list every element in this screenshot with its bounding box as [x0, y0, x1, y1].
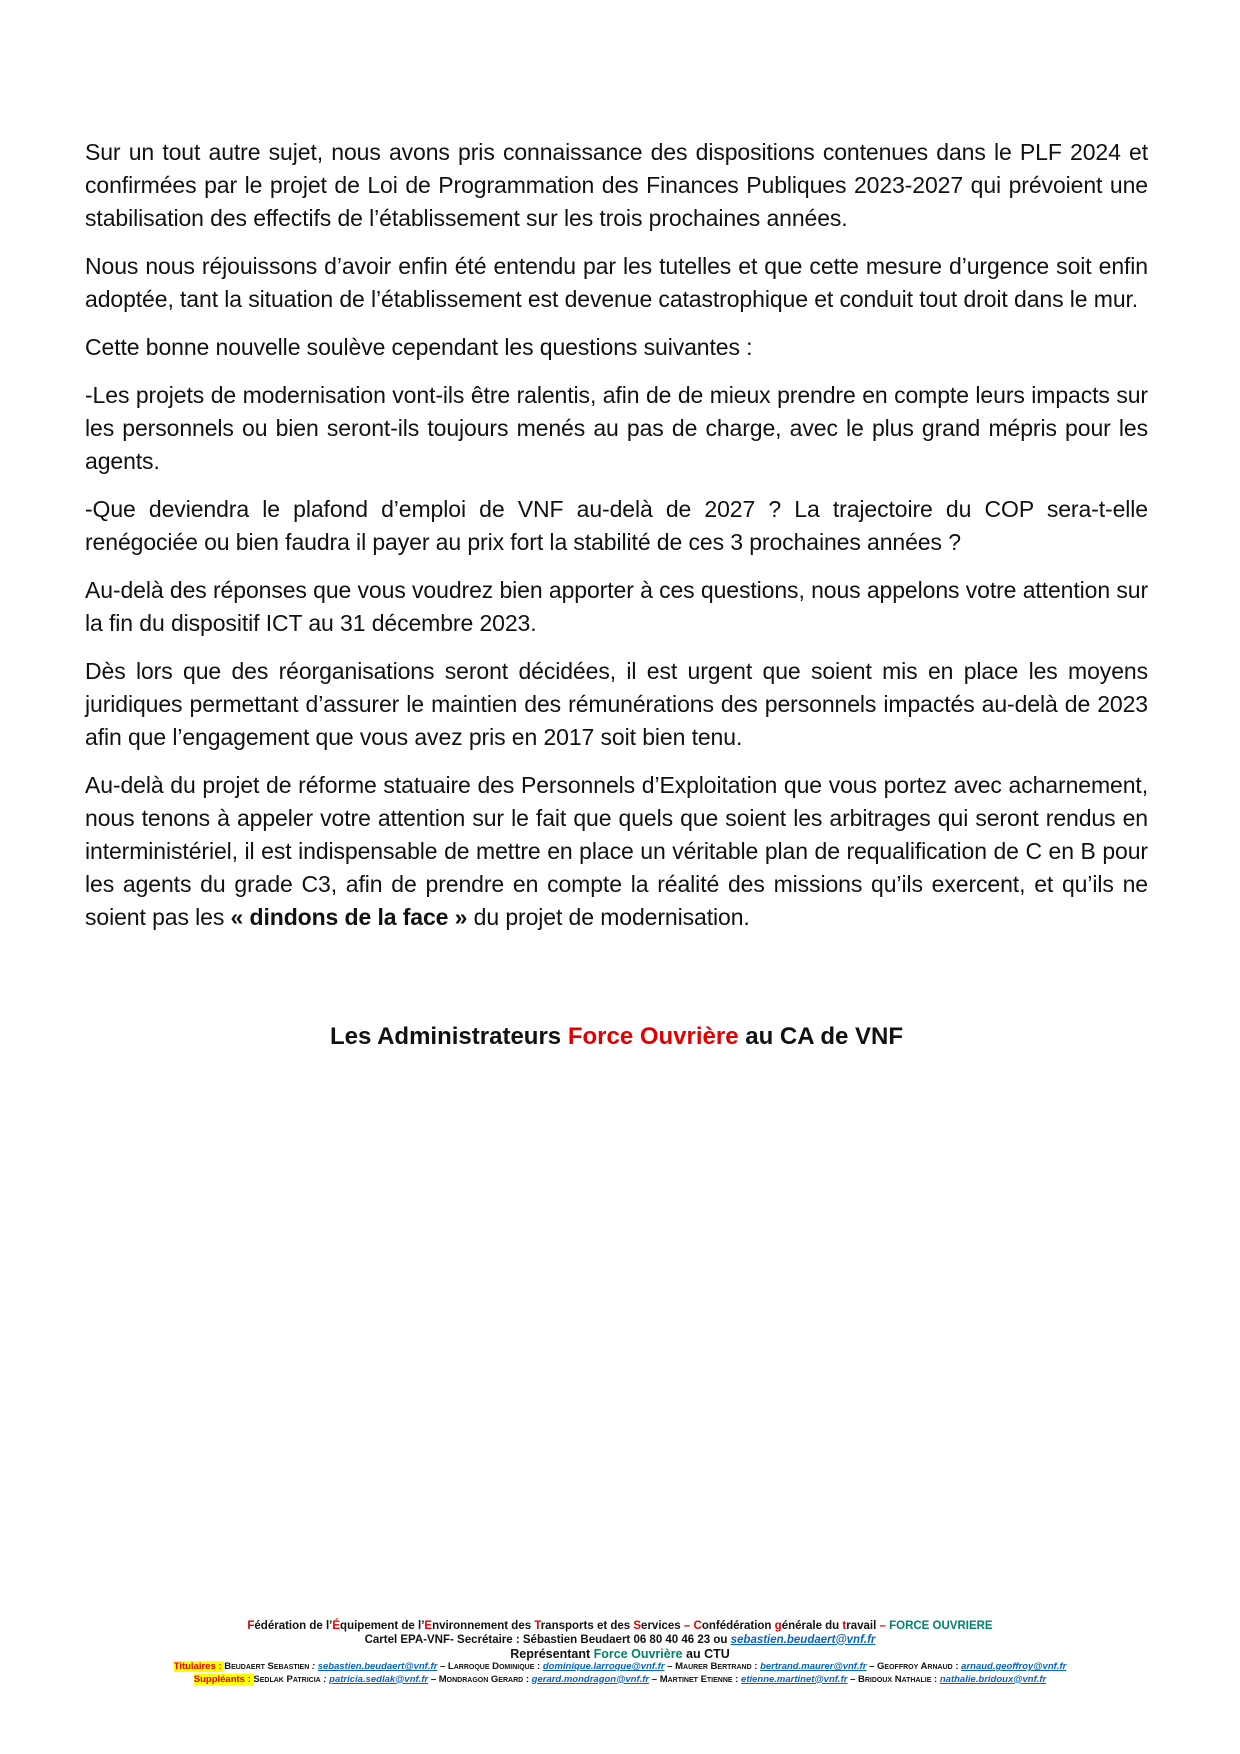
text-segment: :	[732, 1673, 742, 1685]
text-segment: :	[534, 1661, 543, 1672]
text-segment: Larroque Dominique	[447, 1661, 535, 1672]
text-segment: Cartel EPA-VNF- Secrétaire : Sébastien Beudaert 06 80 40 46 23 ou	[364, 1633, 731, 1646]
text-segment: –	[437, 1661, 448, 1672]
email-link[interactable]: sebastien.beudaert@vnf.fr	[317, 1661, 438, 1672]
text-segment: -Les projets de modernisation vont-ils être ralentis, afin de de mieux prendre en compte leurs impacts sur les personnels ou bien seront-ils toujours menés au pas de charge, avec le plus grand mépris pour les agents.	[85, 382, 1148, 474]
text-segment: Martinet Etienne	[659, 1673, 733, 1685]
text-segment: Force Ouvrière	[567, 1023, 739, 1050]
footer-line-representant	[0, 1647, 1240, 1661]
text-segment: Titulaires :	[173, 1661, 225, 1672]
email-link[interactable]: dominique.larroque@vnf.fr	[542, 1661, 665, 1672]
text-segment: g	[774, 1620, 782, 1632]
paragraph	[85, 136, 1148, 235]
text-segment: :	[320, 1673, 330, 1685]
paragraph	[85, 331, 1148, 364]
text-segment: :	[931, 1673, 940, 1685]
text-segment: édération de l’	[254, 1620, 333, 1632]
email-link[interactable]: gerard.mondragon@vnf.fr	[531, 1673, 650, 1685]
email-link[interactable]: nathalie.bridoux@vnf.fr	[939, 1673, 1047, 1685]
text-segment: :	[751, 1661, 761, 1672]
text-segment: Force Ouvrière	[593, 1647, 683, 1661]
text-segment: :	[309, 1661, 318, 1672]
text-segment: « dindons de la face »	[230, 904, 468, 930]
email-link[interactable]: arnaud.geoffroy@vnf.fr	[961, 1661, 1067, 1672]
text-segment: Nous nous réjouissons d’avoir enfin été entendu par les tutelles et que cette mesure d’urgence soit enfin adoptée, tant la situation de l’établissement est devenue catastrophique et conduit tout droit dans le mur.	[85, 253, 1148, 312]
text-segment: quipement de l’	[340, 1620, 425, 1632]
paragraph	[85, 655, 1148, 754]
paragraph	[85, 250, 1148, 316]
text-segment: –	[879, 1620, 890, 1632]
text-segment: É	[332, 1620, 341, 1632]
text-segment: Mondragon Gerard	[438, 1673, 524, 1685]
text-segment: :	[523, 1673, 532, 1685]
text-segment: –	[428, 1673, 439, 1685]
text-segment: Suppléants :	[193, 1673, 254, 1685]
text-segment: F	[247, 1620, 255, 1632]
text-segment: Représentant	[510, 1647, 594, 1661]
email-link[interactable]: bertrand.maurer@vnf.fr	[760, 1661, 867, 1672]
signature-line	[85, 1022, 1148, 1052]
text-segment: t	[842, 1620, 847, 1632]
email-link[interactable]: patricia.sedlak@vnf.fr	[329, 1673, 429, 1685]
paragraph	[85, 379, 1148, 478]
text-segment: du projet de modernisation.	[467, 904, 750, 930]
text-segment: ransports et des	[540, 1620, 634, 1632]
footer-line-cartel	[0, 1634, 1240, 1648]
email-link[interactable]: sebastien.beudaert@vnf.fr	[730, 1633, 876, 1646]
text-segment: –	[649, 1673, 660, 1685]
text-segment: énérale du	[781, 1620, 843, 1632]
text-segment: nvironnement des	[432, 1620, 535, 1632]
text-segment: Cette bonne nouvelle soulève cependant les questions suivantes :	[85, 334, 753, 360]
paragraph	[85, 769, 1148, 934]
text-segment: Au-delà des réponses que vous voudrez bien apporter à ces questions, nous appelons votre attention sur la fin du dispositif ICT au 31 décembre 2023.	[85, 577, 1148, 636]
text-segment: Maurer Bertrand	[675, 1661, 752, 1672]
text-segment: Les Administrateurs	[329, 1023, 568, 1050]
text-segment: C	[693, 1620, 702, 1632]
footer-line-titulaires	[0, 1661, 1240, 1674]
paragraph	[85, 574, 1148, 640]
text-segment: –	[866, 1661, 878, 1672]
footer-line-federation	[0, 1620, 1240, 1634]
email-link[interactable]: etienne.martinet@vnf.fr	[741, 1673, 848, 1685]
text-segment: –	[664, 1661, 676, 1672]
text-segment: S	[633, 1620, 642, 1632]
text-segment: Dès lors que des réorganisations seront décidées, il est urgent que soient mis en place les moyens juridiques permettant d’assurer le maintien des rémunérations des personnels impactés au-delà de 2023 afin que l’engagement que vous avez pris en 2017 soit bien tenu.	[85, 658, 1148, 750]
text-segment: au CTU	[682, 1647, 730, 1661]
text-segment: ravail	[846, 1620, 880, 1632]
footer-line-suppleants	[0, 1674, 1240, 1687]
text-segment: –	[683, 1620, 694, 1632]
footer	[0, 1620, 1240, 1686]
text-segment: Bridoux Nathalie	[858, 1673, 932, 1685]
text-segment: –	[847, 1673, 858, 1685]
text-segment: FORCE OUVRIERE	[889, 1620, 993, 1632]
letter-body	[85, 136, 1148, 1052]
text-segment: au CA de VNF	[738, 1023, 904, 1050]
text-segment: T	[534, 1620, 541, 1632]
text-segment: :	[952, 1661, 962, 1672]
text-segment: Sedlak Patricia	[253, 1673, 321, 1685]
text-segment: E	[424, 1620, 433, 1632]
text-segment: Beudaert Sebastien	[224, 1661, 310, 1672]
text-segment: Geoffroy Arnaud	[877, 1661, 953, 1672]
text-segment: ervices	[641, 1620, 684, 1632]
text-segment: Sur un tout autre sujet, nous avons pris connaissance des dispositions contenues dans le PLF 2024 et confirmées par le projet de Loi de Programmation des Finances Publiques 2023-2027 qui prévoient une stabilisation des effectifs de l’établissement sur les trois prochaines années.	[85, 139, 1148, 231]
text-segment: Au-delà du projet de réforme statuaire des Personnels d’Exploitation que vous portez avec acharnement, nous tenons à appeler votre attention sur le fait que quels que soient les arbitrages qui seront rendus en interministériel, il est indispensable de mettre en place un véritable plan de requalification de C en B pour les agents du grade C3, afin de prendre en compte la réalité des missions qu’ils exercent, et qu’ils ne soient pas les	[85, 772, 1148, 930]
text-segment: onfédération	[701, 1620, 775, 1632]
paragraph	[85, 493, 1148, 559]
text-segment: -Que deviendra le plafond d’emploi de VNF au-delà de 2027 ? La trajectoire du COP sera-t-elle renégociée ou bien faudra il payer au prix fort la stabilité de ces 3 prochaines années ?	[85, 496, 1148, 555]
